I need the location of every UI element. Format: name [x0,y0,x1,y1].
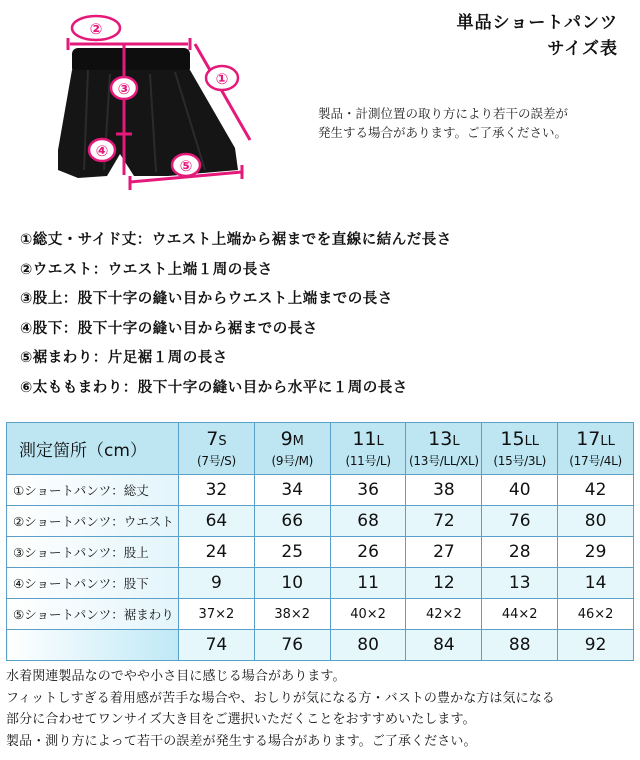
cell: 40×2 [330,599,406,630]
header-label: 測定箇所（cm） [7,423,179,475]
cell: 38 [406,475,482,506]
marker-3-label: ③ [117,80,131,98]
marker-1-label: ① [215,70,229,88]
definition-2: ②ウエスト：ウエスト上端１周の長さ [20,261,273,278]
size-col-13l [406,423,482,475]
cell: 24 [179,537,255,568]
bottom-notes [6,666,636,752]
title-line-2: サイズ表 [547,39,618,59]
size-suffix: LL [524,434,540,449]
table-row [7,599,634,630]
cell: 68 [330,506,406,537]
cell: 46×2 [558,599,634,630]
cell: 12 [406,568,482,599]
shorts-garment [58,48,238,178]
cell: 74 [179,630,255,661]
size-main: 15 [500,428,525,450]
cell: 11 [330,568,406,599]
note-line-2: フィットしすぎる着用感が苦手な場合や、おしりが気になる方・バストの豊かな方は気になる [6,690,555,706]
table-row [7,568,634,599]
size-sub: (13号/LL/XL) [409,454,479,468]
cell: 9 [179,568,255,599]
cell: 34 [254,475,330,506]
size-suffix: L [452,434,460,449]
row-label-rise: ③ショートパンツ：股上 [7,537,179,568]
size-suffix: S [218,434,227,449]
size-suffix: L [376,434,384,449]
page-title [457,10,618,62]
cell: 66 [254,506,330,537]
size-main: 13 [428,428,453,450]
definition-6: ⑥太ももまわり：股下十字の縫い目から水平に１周の長さ [20,379,408,396]
cell: 29 [558,537,634,568]
size-sub: (7号/S) [196,454,236,468]
definition-3: ③股上：股下十字の縫い目からウエスト上端までの長さ [20,291,393,307]
cell: 36 [330,475,406,506]
title-line-1: 単品ショートパンツ [456,13,618,33]
row-label-inseam: ④ショートパンツ：股下 [7,568,179,599]
row-label-hem: ⑤ショートパンツ：裾まわり [7,599,179,630]
top-note-line-1: 製品・計測位置の取り方により若干の誤差が [318,106,569,121]
cell: 42 [558,475,634,506]
size-sub: (15号/3L) [493,454,547,468]
table-row [7,537,634,568]
cell: 14 [558,568,634,599]
note-line-4: 製品・測り方によって若干の誤差が発生する場合があります。ご了承ください。 [6,733,477,749]
size-table [6,422,634,661]
shorts-illustration [0,0,300,205]
cell: 76 [254,630,330,661]
size-sub: (11号/L) [345,454,391,468]
size-col-11l [330,423,406,475]
size-main: 17 [576,428,601,450]
cell: 80 [330,630,406,661]
cell: 27 [406,537,482,568]
size-col-7s [179,423,255,475]
cell: 32 [179,475,255,506]
size-suffix: M [292,434,304,449]
measurement-definitions [20,226,452,403]
size-col-17ll [558,423,634,475]
cell: 84 [406,630,482,661]
shorts-diagram [0,0,300,205]
cell: 26 [330,537,406,568]
cell: 64 [179,506,255,537]
definition-4: ④股下：股下十字の縫い目から裾までの長さ [20,320,318,337]
definition-1: ①総丈・サイド丈：ウエスト上端から裾までを直線に結んだ長さ [20,232,452,248]
size-sub: (17号/4L) [569,454,622,468]
size-col-9m [254,423,330,475]
marker-4-label: ④ [95,142,109,160]
row-label-hem-total [7,630,179,661]
note-line-1: 水着関連製品なのでやや小さ目に感じる場合があります。 [6,669,346,684]
cell: 80 [558,506,634,537]
size-main: 9 [280,428,293,450]
cell: 72 [406,506,482,537]
cell: 76 [482,506,558,537]
row-label-total-length: ①ショートパンツ：総丈 [7,475,179,506]
table-row [7,630,634,661]
cell: 92 [558,630,634,661]
marker-5-label: ⑤ [179,157,193,175]
table-row [7,506,634,537]
note-line-3: 部分に合わせてワンサイズ大き目をご選択いただくことをおすすめいたします。 [6,712,476,727]
marker-2-label: ② [89,20,103,38]
table-header-row [7,423,634,475]
size-main: 11 [352,428,377,450]
cell: 38×2 [254,599,330,630]
cell: 40 [482,475,558,506]
size-suffix: LL [600,434,615,449]
cell: 13 [482,568,558,599]
cell: 10 [254,568,330,599]
size-sub: (9号/M) [271,454,314,468]
table-row [7,475,634,506]
cell: 28 [482,537,558,568]
top-note-line-2: 発生する場合があります。ご了承ください。 [318,125,568,140]
row-label-waist: ②ショートパンツ：ウエスト [7,506,179,537]
cell: 42×2 [406,599,482,630]
top-note [318,104,618,142]
definition-5: ⑤裾まわり：片足裾１周の長さ [20,350,228,366]
size-main: 7 [206,428,219,450]
size-col-15ll [482,423,558,475]
cell: 44×2 [482,599,558,630]
cell: 25 [254,537,330,568]
cell: 37×2 [179,599,255,630]
cell: 88 [482,630,558,661]
